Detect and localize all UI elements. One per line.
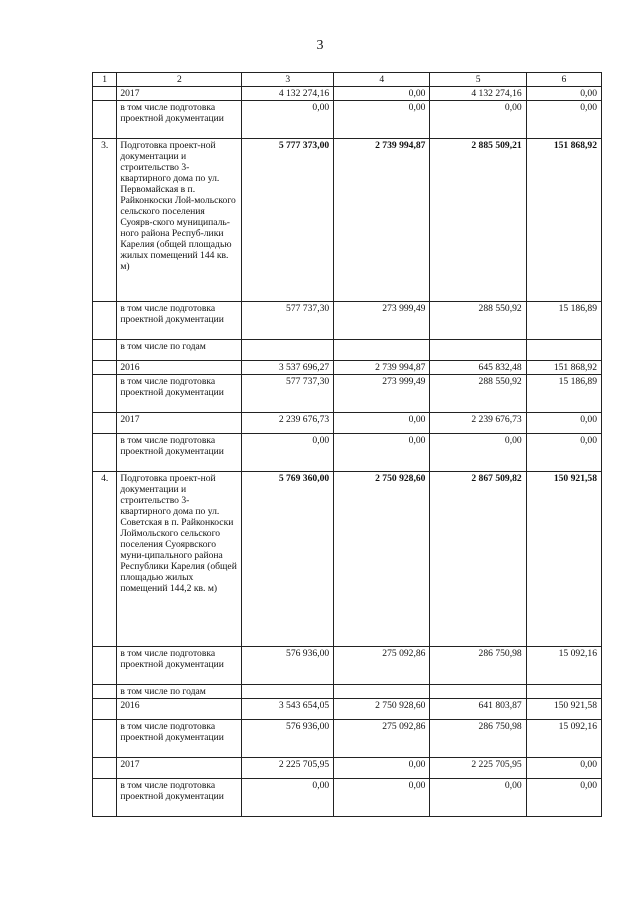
amount-cell: 4 132 274,16 (430, 87, 526, 101)
amount-cell: 286 750,98 (430, 720, 526, 758)
row-description-cell: Подготовка проект-ной документации и строительство 3-квартирного дома по ул. Первомайская в п. Райконкоски Лой-мольского сельского поселения Суоярв-ского муниципаль-ного района Респуб-лики Карелия (общей площадью жилых помещений 144 кв. м) (117, 139, 242, 302)
header-cell: 3 (242, 73, 334, 87)
row-number-cell (93, 758, 117, 779)
row-description-cell: в том числе подготовка проектной документации (117, 434, 242, 472)
amount-cell: 275 092,86 (334, 720, 430, 758)
header-cell: 2 (117, 73, 242, 87)
amount-cell: 0,00 (526, 101, 601, 139)
row-description-cell: в том числе по годам (117, 685, 242, 699)
row-description-cell: в том числе подготовка проектной документации (117, 720, 242, 758)
amount-cell: 0,00 (430, 779, 526, 817)
row-description-cell: в том числе подготовка проектной документации (117, 647, 242, 685)
amount-cell: 576 936,00 (242, 647, 334, 685)
row-number-cell (93, 302, 117, 340)
table-row (93, 375, 602, 413)
amount-cell: 0,00 (526, 87, 601, 101)
header-cell: 5 (430, 73, 526, 87)
amount-cell: 273 999,49 (334, 375, 430, 413)
amount-cell: 0,00 (334, 779, 430, 817)
table-row (93, 139, 602, 302)
page-number: 3 (316, 38, 324, 53)
row-number-cell (93, 87, 117, 101)
amount-cell: 2 885 509,21 (430, 139, 526, 302)
row-description-cell: 2017 (117, 758, 242, 779)
table-row (93, 720, 602, 758)
amount-cell: 5 777 373,00 (242, 139, 334, 302)
amount-cell: 2 225 705,95 (430, 758, 526, 779)
row-description-cell: в том числе подготовка проектной документации (117, 101, 242, 139)
amount-cell: 151 868,92 (526, 139, 601, 302)
amount-cell: 2 739 994,87 (334, 139, 430, 302)
table-row (93, 647, 602, 685)
table-row (93, 685, 602, 699)
amount-cell: 286 750,98 (430, 647, 526, 685)
amount-cell (430, 685, 526, 699)
table-row (93, 340, 602, 361)
row-number-cell (93, 720, 117, 758)
amount-cell: 15 092,16 (526, 720, 601, 758)
row-description-cell: 2016 (117, 699, 242, 720)
row-number-cell (93, 685, 117, 699)
row-number-cell (93, 375, 117, 413)
row-description-cell: 2017 (117, 413, 242, 434)
table-row (93, 101, 602, 139)
amount-cell: 15 092,16 (526, 647, 601, 685)
amount-cell: 0,00 (526, 779, 601, 817)
amount-cell: 0,00 (242, 779, 334, 817)
amount-cell: 3 537 696,27 (242, 361, 334, 375)
amount-cell: 5 769 360,00 (242, 472, 334, 647)
row-description-cell: 2016 (117, 361, 242, 375)
row-description-cell: в том числе подготовка проектной документации (117, 302, 242, 340)
header-cell: 1 (93, 73, 117, 87)
amount-cell: 15 186,89 (526, 302, 601, 340)
header-cell: 6 (526, 73, 601, 87)
amount-cell: 0,00 (334, 413, 430, 434)
amount-cell: 3 543 654,05 (242, 699, 334, 720)
amount-cell: 150 921,58 (526, 699, 601, 720)
amount-cell: 0,00 (334, 87, 430, 101)
amount-cell: 150 921,58 (526, 472, 601, 647)
row-number-cell: 3. (93, 139, 117, 302)
amount-cell: 0,00 (526, 434, 601, 472)
amount-cell: 4 132 274,16 (242, 87, 334, 101)
table-row (93, 779, 602, 817)
amount-cell (526, 685, 601, 699)
amount-cell: 2 225 705,95 (242, 758, 334, 779)
amount-cell: 0,00 (334, 758, 430, 779)
table-row (93, 699, 602, 720)
row-number-cell (93, 434, 117, 472)
amount-cell: 645 832,48 (430, 361, 526, 375)
amount-cell: 15 186,89 (526, 375, 601, 413)
row-description-cell: в том числе по годам (117, 340, 242, 361)
row-number-cell (93, 101, 117, 139)
amount-cell (334, 340, 430, 361)
row-description-cell: в том числе подготовка проектной документации (117, 779, 242, 817)
amount-cell: 0,00 (526, 413, 601, 434)
amount-cell: 577 737,30 (242, 302, 334, 340)
amount-cell: 0,00 (334, 101, 430, 139)
row-number-cell (93, 779, 117, 817)
amount-cell: 0,00 (334, 434, 430, 472)
amount-cell: 0,00 (430, 101, 526, 139)
row-number-cell (93, 413, 117, 434)
amount-cell: 2 239 676,73 (430, 413, 526, 434)
amount-cell: 641 803,87 (430, 699, 526, 720)
amount-cell: 2 750 928,60 (334, 699, 430, 720)
amount-cell: 0,00 (242, 434, 334, 472)
amount-cell (334, 685, 430, 699)
table-body (93, 73, 602, 817)
amount-cell: 151 868,92 (526, 361, 601, 375)
amount-cell: 0,00 (242, 101, 334, 139)
budget-table (92, 72, 602, 817)
amount-cell: 577 737,30 (242, 375, 334, 413)
amount-cell: 288 550,92 (430, 375, 526, 413)
row-number-cell (93, 647, 117, 685)
amount-cell: 275 092,86 (334, 647, 430, 685)
table-row (93, 413, 602, 434)
row-number-cell: 4. (93, 472, 117, 647)
table-row (93, 758, 602, 779)
amount-cell: 2 867 509,82 (430, 472, 526, 647)
amount-cell: 273 999,49 (334, 302, 430, 340)
table-row (93, 87, 602, 101)
amount-cell: 0,00 (430, 434, 526, 472)
row-description-cell: Подготовка проект-ной документации и строительство 3-квартирного дома по ул. Советская в п. Райконкоски Лоймольского сельского поселения Суоярвского муни-ципального района Республики Карелия (общей площадью жилых помещений 144,2 кв. м) (117, 472, 242, 647)
amount-cell: 576 936,00 (242, 720, 334, 758)
amount-cell: 0,00 (526, 758, 601, 779)
row-description-cell: в том числе подготовка проектной документации (117, 375, 242, 413)
table-row (93, 434, 602, 472)
amount-cell (526, 340, 601, 361)
row-number-cell (93, 699, 117, 720)
amount-cell (430, 340, 526, 361)
table-row (93, 361, 602, 375)
amount-cell: 288 550,92 (430, 302, 526, 340)
table-row (93, 302, 602, 340)
row-number-cell (93, 340, 117, 361)
row-description-cell: 2017 (117, 87, 242, 101)
amount-cell: 2 739 994,87 (334, 361, 430, 375)
table-row (93, 472, 602, 647)
amount-cell: 2 239 676,73 (242, 413, 334, 434)
amount-cell: 2 750 928,60 (334, 472, 430, 647)
row-number-cell (93, 361, 117, 375)
table-header-row (93, 73, 602, 87)
amount-cell (242, 340, 334, 361)
amount-cell (242, 685, 334, 699)
header-cell: 4 (334, 73, 430, 87)
